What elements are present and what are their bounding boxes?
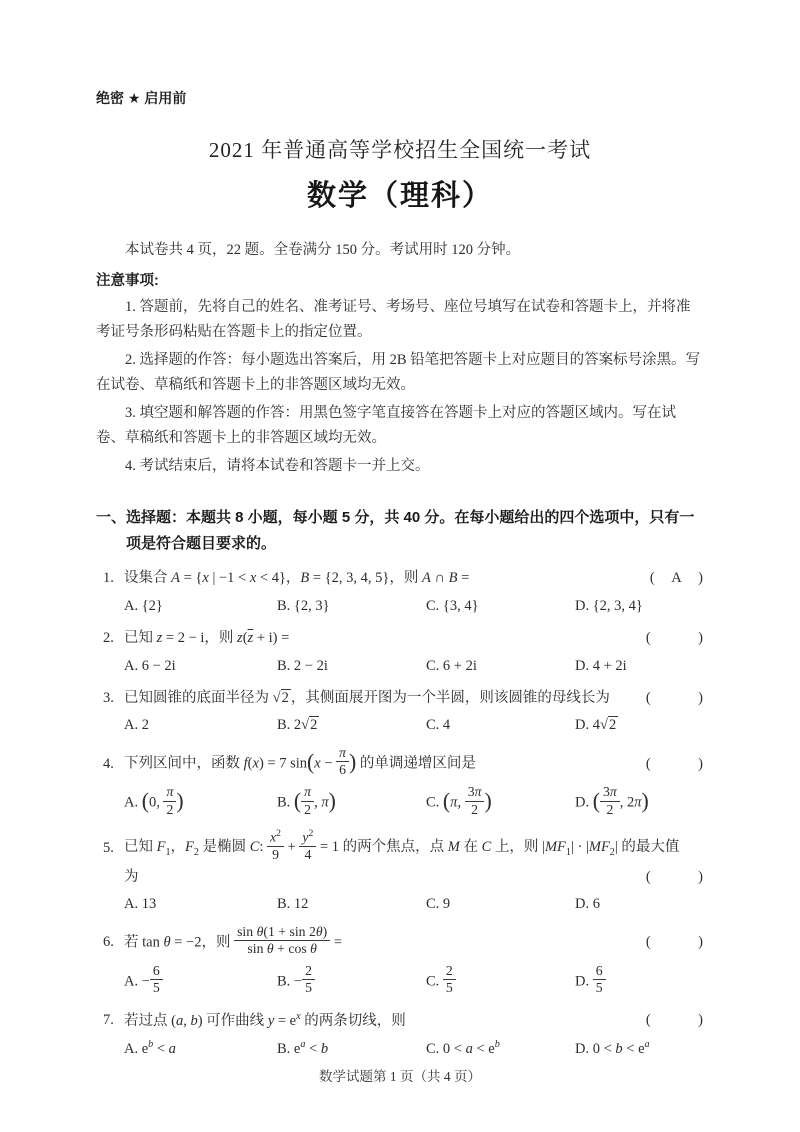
question-7 [96, 1009, 704, 1061]
option-d: D. ( $\frac{3\pi}{2}$ , 2π) [575, 783, 649, 817]
question-stem: 若过点 (a, b) 可作曲线 $y = e^x$ 的两条切线，则 [124, 1010, 406, 1029]
option-c: C. 9 [426, 896, 451, 913]
option-b: B. 2 − 2i [277, 657, 328, 674]
answer-bracket: ( A ) [649, 570, 704, 587]
option-a: A. 6 − 2i [124, 657, 176, 674]
question-7-stem-row [96, 1009, 704, 1032]
option-a: A. (0, $\frac{\pi}{2}$ ) [124, 783, 184, 817]
notice-item-3: 3. 填空题和解答题的作答：用黑色签字笔直接答在答题卡上对应的答题区域内。写在试卷、草稿纸和答题卡上的非答题区域均无效。 [96, 405, 676, 447]
answer-bracket: ( ) [645, 1012, 704, 1029]
section-heading: 一、选择题：本题共 8 小题，每小题 5 分，共 40 分。在每小题给出的四个选项中，只有一项是符合题目要求的。 [96, 509, 695, 553]
option-a: A. 2 [124, 717, 149, 734]
question-stem: 设集合 A = {x | −1 < x < 4}，B = {2, 3, 4, 5}，则 A ∩ B = [124, 570, 470, 587]
question-4 [96, 744, 704, 820]
page-footer: 数学试题第 1 页（共 4 页） [319, 1069, 481, 1085]
option-d: D. $0 < b < e^a$ [575, 1039, 650, 1057]
answer-bracket: ( ) [645, 689, 704, 706]
question-7-options [124, 1037, 704, 1060]
question-5 [96, 830, 704, 916]
question-2-stem-row [96, 627, 704, 649]
answer-bracket: ( ) [645, 934, 704, 951]
question-3-stem-row [96, 687, 704, 709]
question-number: 1. [103, 570, 114, 587]
question-6-options [124, 962, 704, 999]
notice-heading: 注意事项: [96, 272, 159, 289]
option-c: C. (π, $\frac{3\pi}{2}$ ) [426, 783, 492, 817]
question-stem: 已知圆锥的底面半径为 √2 ，其侧面展开图为一个半圆，则该圆锥的母线长为 [124, 689, 610, 706]
option-b: B. {2, 3} [277, 597, 330, 614]
paper-info: 本试卷共 4 页，22 题。全卷满分 150 分。考试用时 120 分钟。 [125, 242, 521, 259]
question-6 [96, 923, 704, 999]
option-b: B. 12 [277, 896, 309, 913]
question-5-stem-continuation [124, 866, 704, 888]
question-number: 6. [103, 934, 114, 951]
question-stem: 若 tan θ = −2，则 $\frac{\text{sin θ(1 + sin 2θ)}}{\text{sin θ + cos θ}}$ = [124, 923, 343, 957]
question-3 [96, 687, 704, 737]
question-4-options [124, 783, 704, 820]
option-b: B. ( $\frac{\pi}{2}$ , π) [277, 783, 336, 817]
question-5-stem-row [96, 830, 704, 866]
question-1-stem-row [96, 567, 704, 589]
question-1-options [124, 595, 704, 617]
option-a: A. 13 [124, 896, 157, 913]
option-c: C. {3, 4} [426, 597, 479, 614]
answer-bracket: ( ) [645, 868, 704, 885]
option-b: B. $e^a < b$ [277, 1039, 329, 1057]
notice-item-4: 4. 考试结束后，请将本试卷和答题卡一并上交。 [125, 458, 430, 475]
option-d: D. 6 [575, 896, 600, 913]
option-d: D. 4√2 [575, 717, 617, 734]
subject-title: 数学（理科） [306, 180, 493, 213]
option-b: B. − $\frac{2}{5}$ [277, 965, 426, 999]
option-c: C. $0 < a < e^b$ [426, 1039, 500, 1057]
question-4-stem-row [96, 744, 704, 781]
question-stem: 已知 $F_1$，$F_2$ 是椭圆 C: $\frac{x^2}{9}$ + $\frac{y^2}{4}$ = 1 的两个焦点，点 M 在 C 上，则 $|MF_1| \cdot |MF_2|$ 的最大值 [124, 828, 680, 863]
option-a: A. $e^b < a$ [124, 1039, 176, 1057]
question-stem: 下列区间中，函数 f(x) = 7 sin(x − $\frac{\pi}{6}$ ) 的单调递增区间是 [124, 744, 476, 778]
option-a: A. − $\frac{6}{5}$ [124, 965, 277, 999]
option-d: D. {2, 3, 4} [575, 597, 643, 614]
question-number: 3. [103, 689, 114, 706]
question-2 [96, 627, 704, 677]
option-a: A. {2} [124, 597, 163, 614]
option-d: D. 4 + 2i [575, 657, 627, 674]
option-c: C. 4 [426, 717, 451, 734]
option-b: B. 2√2 [277, 717, 318, 734]
answer-bracket: ( ) [645, 755, 704, 772]
secrecy-label: 绝密 ★ 启用前 [96, 90, 187, 106]
notice-item-2: 2. 选择题的作答：每小题选出答案后，用 2B 铅笔把答题卡上对应题目的答案标号涂黑。写在试卷、草稿纸和答题卡上的非答题区域均无效。 [96, 352, 701, 394]
question-5-options [124, 893, 704, 915]
option-d: D. $\frac{6}{5}$ [575, 965, 704, 999]
exam-title: 2021 年普通高等学校招生全国统一考试 [208, 137, 592, 162]
question-3-options [124, 714, 704, 736]
notice-item-1: 1. 答题前，先将自己的姓名、准考证号、考场号、座位号填写在试卷和答题卡上，并将准考证号条形码粘贴在答题卡上的指定位置。 [96, 299, 691, 341]
question-number: 7. [103, 1012, 114, 1029]
question-number: 4. [103, 755, 114, 772]
question-1 [96, 567, 704, 617]
question-6-stem-row [96, 923, 704, 960]
question-stem-line2: 为 [124, 868, 139, 885]
question-2-options [124, 655, 704, 677]
question-stem: 已知 z = 2 − i，则 $z(\overline{z} + i)$ = [124, 630, 290, 647]
option-c: C. $\frac{2}{5}$ [426, 965, 575, 999]
question-number: 5. [103, 839, 114, 856]
option-c: C. 6 + 2i [426, 657, 477, 674]
answer-bracket: ( ) [645, 630, 704, 647]
question-number: 2. [103, 630, 114, 647]
